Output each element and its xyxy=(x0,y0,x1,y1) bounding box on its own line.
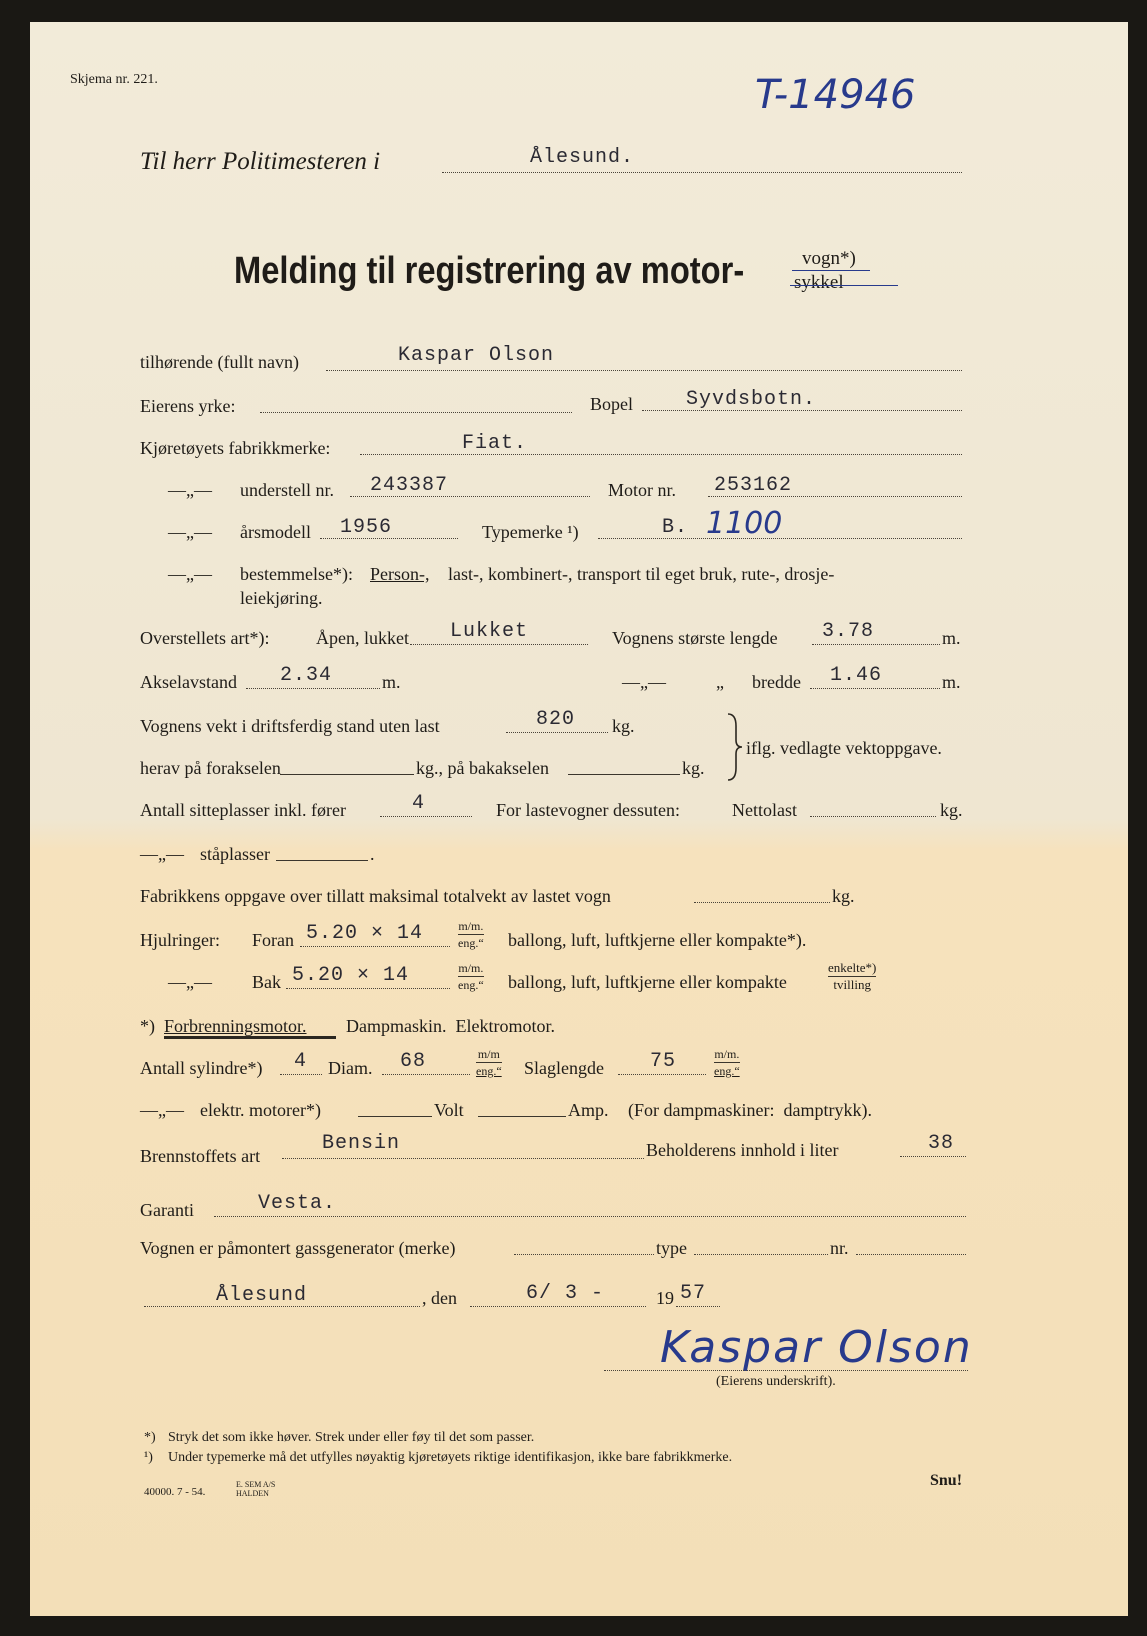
steam-pressure-note: (For dampmaskiner: damptrykk). xyxy=(628,1100,872,1120)
footnote-1-mark: *) xyxy=(144,1430,156,1445)
truck-label: For lastevogner dessuten: xyxy=(496,800,680,820)
width-ditto-mark: „ xyxy=(716,672,724,692)
stroke-label: Slaglengde xyxy=(524,1058,604,1078)
purpose-selected: Person-, xyxy=(370,564,430,584)
type-mark-value: B. xyxy=(662,516,689,539)
electric-ditto: —„— xyxy=(140,1100,184,1120)
width-unit: m. xyxy=(942,672,961,692)
guarantee-label: Garanti xyxy=(140,1200,194,1220)
rear-axle-label: kg., på bakakselen xyxy=(416,758,549,778)
residence-value: Syvdsbotn. xyxy=(686,388,817,411)
purpose-label: bestemmelse*): xyxy=(240,564,353,584)
diam-label: Diam. xyxy=(328,1058,373,1078)
motor-label: Motor nr. xyxy=(608,480,677,500)
width-label: bredde xyxy=(752,672,801,692)
brace-mark xyxy=(724,712,746,782)
standing-label: ståplasser xyxy=(200,844,270,864)
standing-suffix: . xyxy=(370,844,375,864)
date-label: , den xyxy=(422,1288,457,1308)
signature-label: (Eierens underskrift). xyxy=(716,1374,836,1389)
tyres-front-unit-top: m/m. xyxy=(458,919,484,933)
cylinders-label: Antall sylindre*) xyxy=(140,1058,263,1078)
make-label: Kjøretøyets fabrikkmerke: xyxy=(140,438,331,458)
model-year-value: 1956 xyxy=(340,516,393,539)
tyres-rear-unit-top: m/m. xyxy=(458,961,484,975)
max-weight-label: Fabrikkens oppgave over tillatt maksimal totalvekt av lastet vogn xyxy=(140,886,611,906)
seats-value: 4 xyxy=(412,792,426,815)
turn-over-note: Snu! xyxy=(930,1472,963,1489)
engine-type-selected: Forbrenningsmotor. xyxy=(164,1016,307,1036)
form-number: Skjema nr. 221. xyxy=(70,72,158,87)
engine-type-others: Dampmaskin. Elektromotor. xyxy=(346,1016,555,1036)
volt-label: Volt xyxy=(434,1100,464,1120)
tyres-single: enkelte*) xyxy=(828,960,877,975)
owner-label: tilhørende (fullt navn) xyxy=(140,352,299,372)
tyres-rear-ditto: —„— xyxy=(168,972,212,992)
fuel-label: Brennstoffets art xyxy=(140,1146,261,1166)
footnote-1-text: Stryk det som ikke høver. Strek under eller føy til det som passer. xyxy=(168,1430,535,1445)
type-mark-pen-value: 1100 xyxy=(706,506,783,541)
tyres-twin: tvilling xyxy=(833,977,871,992)
diam-unit-bottom: eng.“ xyxy=(476,1064,502,1078)
seats-label: Antall sitteplasser inkl. fører xyxy=(140,800,346,820)
diam-value: 68 xyxy=(400,1050,427,1073)
body-type-label: Overstellets art*): xyxy=(140,628,270,648)
front-axle-label: herav på forakselen xyxy=(140,758,281,778)
model-year-ditto: —„— xyxy=(168,522,212,542)
chassis-label: understell nr. xyxy=(240,480,334,500)
printer-info: E. SEM A/S HALDEN xyxy=(236,1480,276,1498)
tyres-rear-unit-bottom: eng.“ xyxy=(458,978,484,992)
width-value: 1.46 xyxy=(830,664,883,687)
occupation-label: Eierens yrke: xyxy=(140,396,236,416)
make-value: Fiat. xyxy=(462,432,528,455)
cylinders-value: 4 xyxy=(294,1050,308,1073)
gas-generator-label: Vognen er påmontert gassgenerator (merke) xyxy=(140,1238,456,1258)
stroke-unit-bottom: eng.“ xyxy=(714,1064,740,1078)
year-suffix: 57 xyxy=(680,1282,707,1305)
rear-axle-unit: kg. xyxy=(682,758,705,778)
form-title: Melding til registrering av motor- xyxy=(234,250,745,292)
tank-label: Beholderens innhold i liter xyxy=(646,1140,839,1160)
motor-value: 253162 xyxy=(714,474,793,497)
year-prefix: 19 xyxy=(656,1288,674,1308)
tyres-rear-options: ballong, luft, luftkjerne eller kompakte xyxy=(508,972,787,992)
gas-generator-nr-label: nr. xyxy=(830,1238,849,1258)
tyres-front-unit-bottom: eng.“ xyxy=(458,936,484,950)
title-option-vogn: vogn*) xyxy=(802,248,856,269)
tyres-label: Hjulringer: xyxy=(140,930,220,950)
stroke-value: 75 xyxy=(650,1050,677,1073)
footnote-2-text: Under typemerke må det utfylles nøyaktig kjøretøyets riktige identifikasjon, ikke bare fabrikkmerke. xyxy=(168,1450,733,1465)
residence-label: Bopel xyxy=(590,394,633,414)
engine-type-mark: *) xyxy=(140,1016,155,1036)
weight-note: iflg. vedlagte vektoppgave. xyxy=(746,738,942,758)
wheelbase-unit: m. xyxy=(382,672,401,692)
title-option-sykkel: sykkel xyxy=(794,272,844,293)
wheelbase-label: Akselavstand xyxy=(140,672,237,692)
weight-value: 820 xyxy=(536,708,576,731)
owner-signature: Kaspar Olson xyxy=(660,1322,973,1373)
place-value: Ålesund xyxy=(216,1284,308,1307)
stroke-unit-top: m/m. xyxy=(714,1047,740,1061)
type-mark-label: Typemerke ¹) xyxy=(482,522,579,542)
tank-value: 38 xyxy=(928,1132,955,1155)
gas-generator-type-label: type xyxy=(656,1238,687,1258)
fuel-value: Bensin xyxy=(322,1132,401,1155)
net-load-label: Nettolast xyxy=(732,800,797,820)
body-type-value: Lukket xyxy=(450,620,529,643)
weight-unit: kg. xyxy=(612,716,635,736)
purpose-line2: leiekjøring. xyxy=(240,588,323,608)
chassis-ditto: —„— xyxy=(168,480,212,500)
diam-unit-top: m/m xyxy=(477,1047,500,1061)
length-label: Vognens største lengde xyxy=(612,628,778,648)
archive-number: T-14946 xyxy=(755,72,916,118)
owner-value: Kaspar Olson xyxy=(398,344,555,367)
tyres-front-value: 5.20 × 14 xyxy=(306,922,424,945)
purpose-ditto: —„— xyxy=(168,564,212,584)
purpose-options: last-, kombinert-, transport til eget bruk, rute-, drosje- xyxy=(448,564,835,584)
tyres-front-label: Foran xyxy=(252,930,294,950)
length-value: 3.78 xyxy=(822,620,875,643)
print-info: 40000. 7 - 54. xyxy=(144,1486,206,1498)
registration-form-page xyxy=(30,22,1128,1616)
electric-label: elektr. motorer*) xyxy=(200,1100,321,1120)
date-value: 6/ 3 - xyxy=(526,1282,605,1305)
footnote-2-mark: ¹) xyxy=(144,1450,153,1465)
addressee-label: Til herr Politimesteren i xyxy=(140,148,381,175)
net-load-unit: kg. xyxy=(940,800,963,820)
model-year-label: årsmodell xyxy=(240,522,311,542)
width-ditto: —„— xyxy=(622,672,666,692)
guarantee-value: Vesta. xyxy=(258,1192,337,1215)
standing-ditto: —„— xyxy=(140,844,184,864)
tyres-front-options: ballong, luft, luftkjerne eller kompakte*). xyxy=(508,930,807,950)
wheelbase-value: 2.34 xyxy=(280,664,333,687)
body-type-options: Åpen, lukket xyxy=(316,628,409,648)
weight-label: Vognens vekt i driftsferdig stand uten last xyxy=(140,716,440,736)
tyres-rear-label: Bak xyxy=(252,972,281,992)
chassis-value: 243387 xyxy=(370,474,449,497)
addressee-value: Ålesund. xyxy=(530,146,635,169)
max-weight-unit: kg. xyxy=(832,886,855,906)
length-unit: m. xyxy=(942,628,961,648)
tyres-rear-value: 5.20 × 14 xyxy=(292,964,410,987)
amp-label: Amp. xyxy=(568,1100,609,1120)
